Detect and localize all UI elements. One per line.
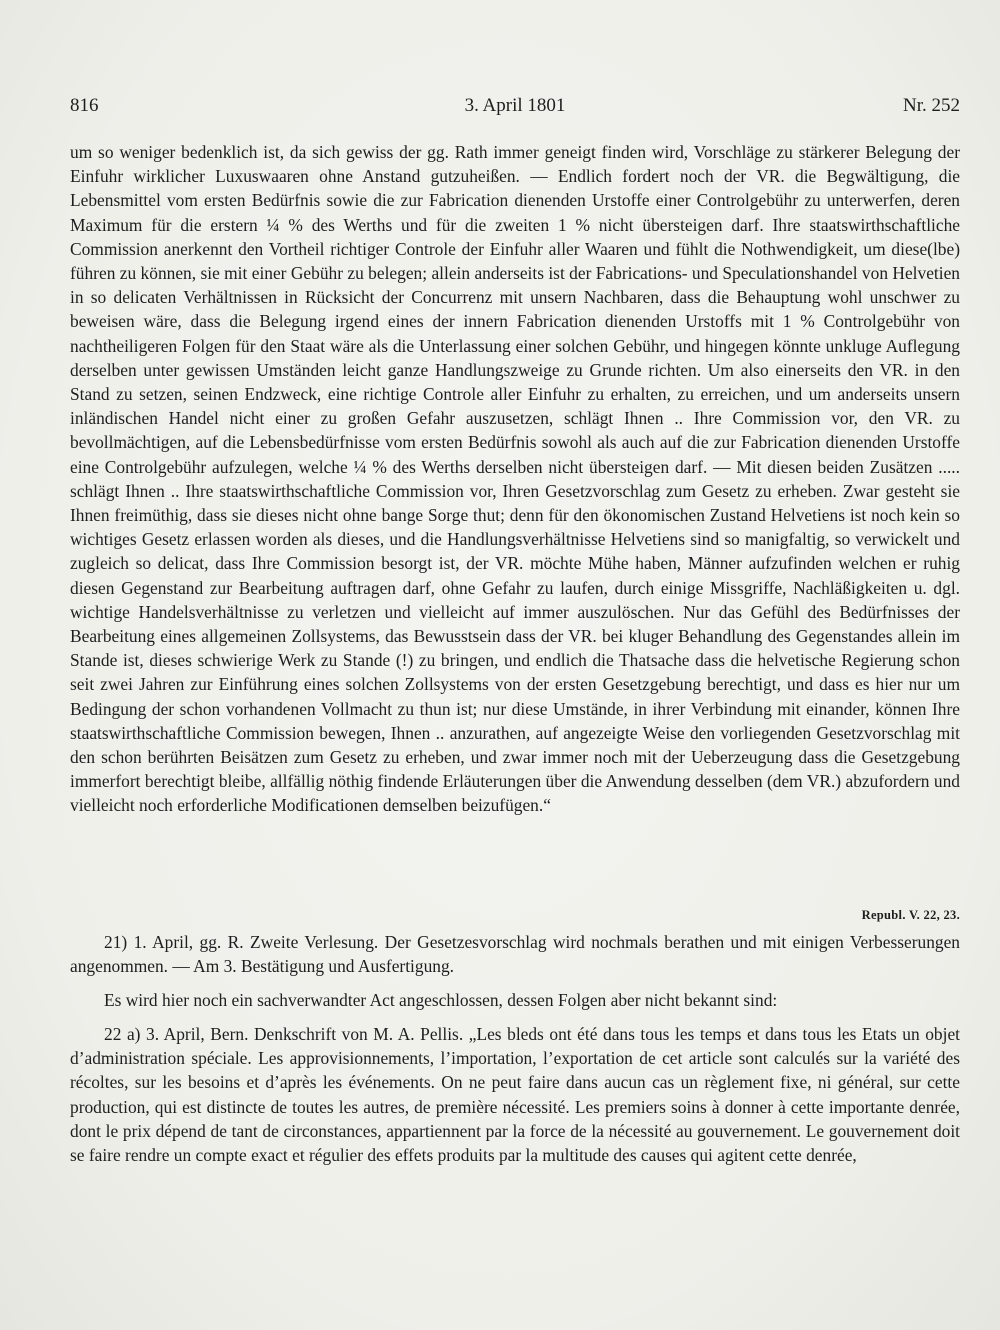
header-date: 3. April 1801: [464, 95, 566, 116]
paragraph-text: 22 a) 3. April, Bern. Denkschrift von M. A. Pellis. „Les bleds ont été dans tous les temps et dans tous les Etats un objet d’administration spéciale. Les approvisionnements, l’importation, l’exportation de cet article sont calculés sur la variété des récoltes, sur les besoins et d’après les événements. On ne peut faire dans aucun cas un règlement fixe, ni général, sur cette production, qui est distincte de toutes les autres, de première nécessité. Les premiers soins à donner à cette importante denrée, dont le prix dépend de tant de circonstances, appartiennent par la force de la nécessité au gouvernement. Le gouvernement doit se faire rendre un compte exact et régulier des effets produits par la multitude des causes qui agitent cette denrée,: [70, 1024, 960, 1166]
body-paragraph-2: [70, 930, 960, 978]
body-paragraph-3: [70, 988, 960, 1012]
source-citation: Republ. V. 22, 23.: [861, 908, 960, 922]
page-number: 816: [70, 95, 99, 116]
paragraph-text: 21) 1. April, gg. R. Zweite Verlesung. Der Gesetzesvorschlag wird nochmals berathen und mit einigen Verbesserungen angenommen. — Am 3. Bestätigung und Ausfertigung.: [70, 932, 960, 977]
running-header: [70, 95, 960, 125]
paragraph-text: Es wird hier noch ein sachverwandter Act angeschlossen, dessen Folgen aber nicht bekannt sind:: [104, 990, 778, 1010]
paragraph-text: um so weniger bedenklich ist, da sich gewiss der gg. Rath immer geneigt finden wird, Vorschläge zu stärkerer Belegung der Einfuhr wirklicher Luxuswaaren ohne Anstand gutzuheißen. — Endlich fordert noch der VR. die Begwältigung, die Lebensmittel vom ersten Bedürfnis sowie die zur Fabrication dienenden Urstoffe einer Controlgebühr zu unterwerfen, deren Maximum für die erstern ¼ % des Werths und für die zweiten 1 % nicht übersteigen darf. Ihre staatswirthschaftliche Commission anerkennt den Vortheil richtiger Controle der Einfuhr aller Waaren und fühlt die Nothwendigkeit, um diese(lbe) führen zu können, sie mit einer Gebühr zu belegen; allein anderseits ist der Fabrications- und Speculationshandel von Helvetien in so delicaten Verhältnissen in Rücksicht der Concurrenz mit unsern Nachbaren, dass die Behauptung wohl unschwer zu beweisen wäre, dass die Belegung irgend eines der innern Fabrication dienenden Urstoffs mit 1 % Controlgebühr von nachtheiligeren Folgen für den Staat wäre als die Unterlassung einer solchen Gebühr, und hingegen könnte unkluge Auflegung derselben unter gewissen Umständen leicht ganze Handlungszweige zu Grunde richten. Um also einerseits den VR. in den Stand zu setzen, seinen Endzweck, eine richtige Controle aller Einfuhr zu erhalten, zu erreichen, und um anderseits unsern inländischen Handel nicht einer zu großen Gefahr auszusetzen, schlägt Ihnen .. Ihre Commission vor, den VR. zu bevollmächtigen, auf die Lebensbedürfnisse vom ersten Bedürfnis sowohl als auch auf die zur Fabrication dienenden Urstoffe eine Controlgebühr aufzulegen, welche ¼ % des Werths derselben nicht übersteigen darf. — Mit diesen beiden Zusätzen ..... schlägt Ihnen .. Ihre staatswirthschaftliche Commission vor, Ihren Gesetzvorschlag zum Gesetz zu erheben. Zwar gesteht sie Ihnen freimüthig, dass sie dieses nicht ohne bange Sorge thut; denn für den ökonomischen Zustand Helvetiens ist noch kein so wichtiges Gesetz erlassen worden als dieses, und die Handlungsverhältnisse Helvetiens sind so manigfaltig, so verwickelt und zugleich so delicat, dass Ihre Commission besorgt ist, der VR. möchte Mühe haben, Männer aufzufinden welchen er ruhig diesen Gegenstand zur Bearbeitung auftragen darf, ohne Gefahr zu laufen, durch einige Missgriffe, Nachläßigkeiten u. dgl. wichtige Handelsverhältnisse zu verletzen und vielleicht auf immer auszulöschen. Nur das Gefühl des Bedürfnisses der Bearbeitung eines allgemeinen Zollsystems, das Bewusstsein dass der VR. bei kluger Behandlung des Gegenstandes allein im Stande ist, dieses schwierige Werk zu Stande (!) zu bringen, und endlich die Thatsache dass die helvetische Regierung schon seit zwei Jahren zur Einführung eines solchen Zollsystems von der ersten Gesetzgebung berechtigt, und dass es hier nur um Bedingung der schon vorhandenen Vollmacht zu thun ist; nur diese Umstände, in ihrer Verbindung mit einander, können Ihre staatswirthschaftliche Commission bewegen, Ihnen .. anzurathen, auf angezeigte Weise den vorliegenden Gesetzvorschlag mit den schon berührten Beisätzen zum Gesetz zu erheben, und zwar immer noch mit der Ueberzeugung dass die Gesetzgebung immerfort berechtigt bleibe, allfällig nöthig findende Erläuterungen über die Anwendung desselben (dem VR.) abzufordern und vielleicht noch erforderliche Modificationen demselben beizufügen.“: [70, 142, 960, 816]
body-paragraph-4: [70, 1022, 960, 1167]
body-paragraph-1: [70, 140, 960, 818]
document-number: Nr. 252: [903, 95, 960, 116]
